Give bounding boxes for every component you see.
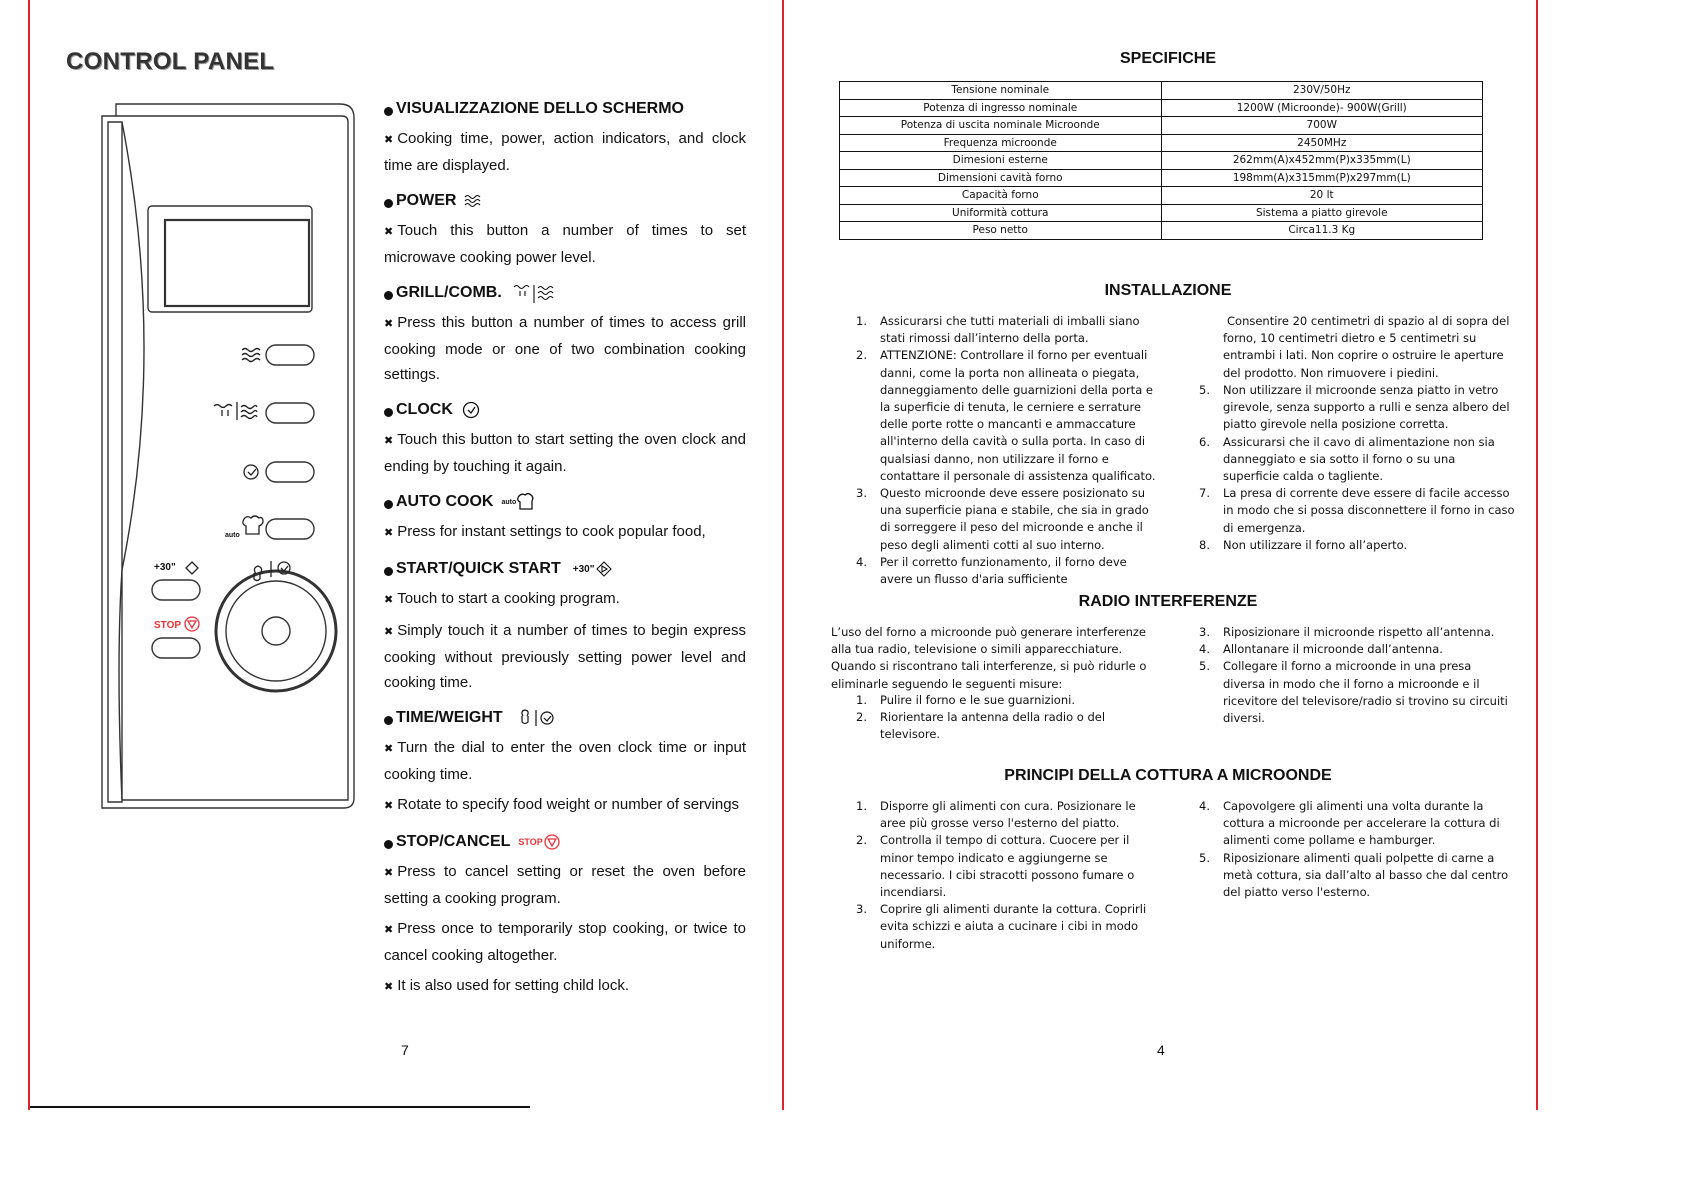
grill-combination-icon [510,283,560,303]
table-row: Tensione nominale 230V/50Hz [840,82,1483,100]
list-item: 7. La presa di corrente deve essere di facile accesso in modo che si possa disconnettere il forno in caso di emergenza. [1199,486,1515,535]
specs-title: SPECIFICHE [1119,50,1216,67]
cross-bullet-icon: ✖ [384,626,394,638]
clock-icon [461,400,481,420]
list-item: 1. Pulire il forno e le sue guarnizioni. [856,693,1075,707]
power-waves-icon [464,194,482,208]
radio-list-right [1199,624,1515,727]
list-item: 3. Coprire gli alimenti durante la cottura. Coprirli evita schizzi e aiuta a cucinare i cibi in modo uniforme. [856,902,1147,951]
bottom-rule [30,1106,530,1108]
cross-bullet-icon: ✖ [384,527,394,539]
stop-icon: STOP [518,833,560,851]
section-text: ✖ Turn the dial to enter the oven clock time or input cooking time. [384,739,746,783]
cross-bullet-icon: ✖ [384,435,394,447]
radio-title: RADIO INTERFERENZE [1078,593,1258,610]
section-text: ✖ Press to cancel setting or reset the oven before setting a cooking program. [384,863,746,907]
cross-bullet-icon: ✖ [384,318,394,330]
section-text: ✖ Press once to temporarily stop cooking, or twice to cancel cooking altogether. [384,920,746,964]
section-title: VISUALIZZAZIONE DELLO SCHERMO [384,96,746,122]
list-item: 1. Assicurarsi che tutti materiali di imballi siano stati rimossi dall’interno della porta. [856,314,1140,346]
radio-intro: L’uso del forno a microonde può generare interferenze alla tua radio, televisione o simili apparecchiature. Quando si riscontrano tali interferenze, si può ridurle o eliminarle seguendo le seguenti misure: [831,625,1147,691]
bullet-icon [384,840,393,849]
stop-label: STOP [154,620,182,631]
center-fold-line [782,0,784,1110]
section-title: AUTO COOK auto [384,489,746,515]
table-row: Peso netto Circa11.3 Kg [840,222,1483,240]
cross-bullet-icon: ✖ [384,981,394,993]
control-descriptions [384,96,746,1000]
principi-list-left [856,798,1156,953]
table-row: Frequenza microonde 2450MHz [840,134,1483,152]
bullet-icon [384,291,393,300]
bullet-icon [384,567,393,576]
section-text: ✖ It is also used for setting child lock. [384,977,629,994]
cross-bullet-icon: ✖ [384,800,394,812]
bullet-icon [384,716,393,725]
cross-bullet-icon: ✖ [384,924,394,936]
list-item: 4. Capovolgere gli alimenti una volta durante la cottura a microonde per accelerare la cottura di alimenti come pollame e hamburger. [1199,799,1500,848]
installazione-title: INSTALLAZIONE [1104,282,1232,299]
installazione-list-right [1199,382,1515,554]
specs-table [839,81,1483,240]
bullet-icon [384,500,393,509]
section-text: ✖ Cooking time, power, action indicators, and clock time are displayed. [384,130,746,174]
auto-label: auto [225,532,240,539]
list-item: 4. Per il corretto funzionamento, il forno deve avere un flusso d'aria sufficiente [856,554,1127,587]
list-item: 2. Riorientare la antenna della radio o del televisore. [856,710,1106,742]
cross-bullet-icon: ✖ [384,134,394,146]
principi-list-right [1199,798,1515,901]
cross-bullet-icon: ✖ [384,594,394,606]
section-text: ✖ Rotate to specify food weight or number of servings [384,796,740,813]
bullet-icon [384,199,393,208]
list-item: 2. Controlla il tempo di cottura. Cuocere per il minor tempo indicato e aggiungerne se necessario. I cibi stracotti possono fumare o incendiarsi. [856,833,1135,900]
cross-bullet-icon: ✖ [384,867,394,879]
list-item: 6. Assicurarsi che il cavo di alimentazione non sia danneggiato e sia sotto il forno o su una superficie calda o tagliente. [1199,434,1495,484]
cross-bullet-icon: ✖ [384,226,394,238]
table-row: Dimensioni cavità forno 198mm(A)x315mm(P)x297mm(L) [840,169,1483,187]
list-item: 5. Collegare il forno a microonde in una presa diversa in modo che il forno a microonde e il ricevitore del televisore/radio si trovino su circuiti diversi. [1199,659,1508,726]
section-title: TIME/WEIGHT [384,705,746,731]
list-item: 5. Non utilizzare il microonde senza piatto in vetro girevole, senza supporto a rulli e senza albero del piatto girevole nella posizione corretta. [1199,383,1510,432]
section-title: POWER [384,188,746,214]
list-item: 8. Non utilizzare il forno all’aperto. [1199,537,1408,552]
start-icon: +30" [573,560,615,578]
page-title: CONTROL PANEL [66,48,275,75]
right-margin-line [1536,0,1538,1110]
principi-title: PRINCIPI DELLA COTTURA A MICROONDE [1004,767,1332,784]
section-text: ✖ Simply touch it a number of times to begin express cooking without previously setting power level and cooking time. [384,622,746,691]
table-row: Capacità forno 20 lt [840,187,1483,205]
cross-bullet-icon: ✖ [384,743,394,755]
list-item: 5. Riposizionare alimenti quali polpette di carne a metà cottura, sia dall’alto al basso che dal centro del piatto verso l'esterno. [1199,850,1509,900]
table-row: Potenza di uscita nominale Microonde 700W [840,117,1483,135]
list-item: 2. ATTENZIONE: Controllare il forno per eventuali danni, come la porta non allineata o piegata, danneggiamento delle guarnizioni della porta e la superficie di tenuta, le cerniere e serrature delle porte rotte o mancanti e ammaccature all'interno della cavità o sulla porta. In caso di qualsiasi danno, non utilizzare il forno e contattare il personale di assistenza qualificato. [856,348,1156,483]
bullet-icon [384,408,393,417]
section-text: ✖ Press this button a number of times to access grill cooking mode or one of two combination cooking settings. [384,314,746,383]
list-item: 4. Allontanare il microonde dall’antenna. [1199,642,1443,657]
time-weight-icon [517,708,557,728]
table-row: Potenza di ingresso nominale 1200W (Microonde)- 900W(Grill) [840,99,1483,117]
control-panel-drawing [96,100,358,820]
list-item: 1. Disporre gli alimenti con cura. Posizionare le aree più grosse verso l'esterno del piatto. [856,799,1136,831]
page-number-right: 4 [1157,1042,1165,1058]
auto-cook-icon: auto [501,492,534,512]
table-row: Uniformità cottura Sistema a piatto girevole [840,204,1483,222]
section-text: ✖ Touch to start a cooking program. [384,590,620,607]
section-title: CLOCK [384,397,746,423]
plus30-label: +30" [154,562,176,573]
bullet-icon [384,107,393,116]
list-item: 3. Riposizionare il microonde rispetto all’antenna. [1199,625,1495,639]
section-text: ✖ Touch this button a number of times to set microwave cooking power level. [384,222,746,266]
radio-list-left [856,692,1146,744]
installazione-list-left [856,313,1162,588]
section-title: START/QUICK START +30" [384,556,746,582]
section-text: ✖ Press for instant settings to cook popular food, [384,523,706,540]
section-title: GRILL/COMB. [384,280,746,306]
installazione-continuation: Consentire 20 centimetri di spazio al di sopra del forno, 10 centimetri dietro e 5 centimetri su entrambi i lati. Non coprire o ostruire le aperture del prodotto. Non rimuovere i piedini. [1223,314,1510,380]
left-margin-line [28,0,30,1110]
section-title: STOP/CANCEL STOP [384,829,746,855]
page-number-left: 7 [401,1042,409,1058]
list-item: 3. Questo microonde deve essere posizionato su una superficie piana e stabile, che sia in grado di sorreggere il peso del microonde e anche il peso degli alimenti cotti al suo interno. [856,486,1149,552]
section-text: ✖ Touch this button to start setting the oven clock and ending by touching it again. [384,431,746,475]
table-row: Dimesioni esterne 262mm(A)x452mm(P)x335mm(L) [840,152,1483,170]
